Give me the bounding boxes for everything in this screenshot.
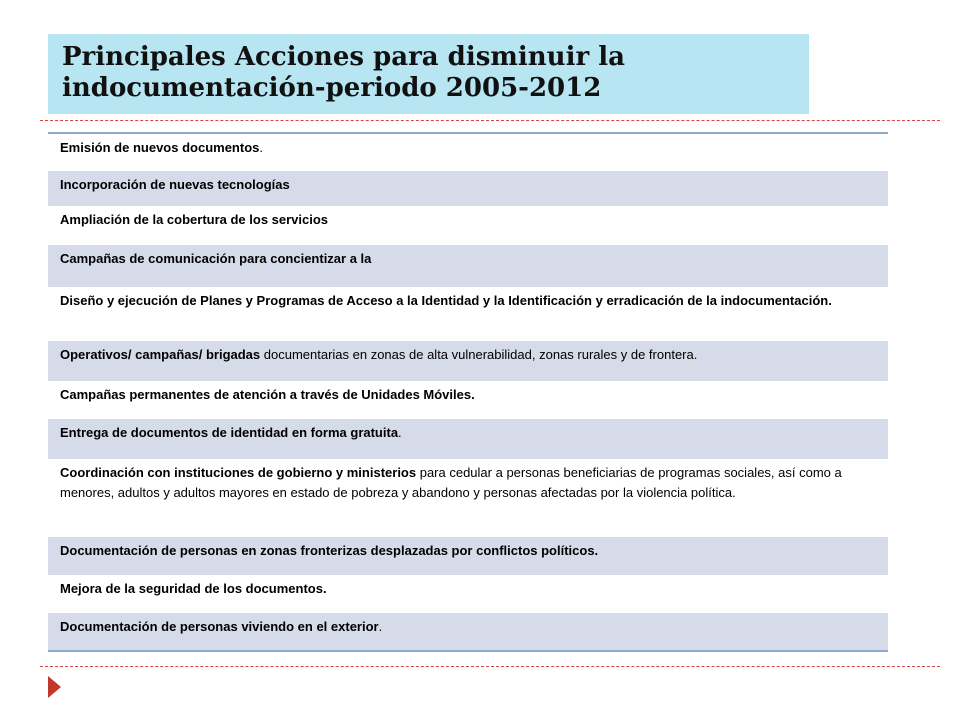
row-bold-text: Documentación de personas en zonas fronterizas desplazadas por conflictos políticos. [60, 543, 599, 558]
row-normal-text: para cedular a personas beneficiarias de programas sociales, así como a menores, adultos y adultos mayores en estado de pobreza y abandono y personas afectadas por la violencia política. [60, 465, 842, 500]
row-bold-text: Incorporación de nuevas tecnologías [60, 177, 290, 192]
table-row [48, 341, 888, 381]
triangle-right-icon [48, 676, 61, 698]
top-divider [40, 120, 940, 121]
row-bold-text: Ampliación de la cobertura de los servicios [60, 212, 329, 227]
row-bold-text: Coordinación con instituciones de gobierno y ministerios [60, 465, 417, 480]
actions-table [48, 132, 888, 652]
row-bold-text: Diseño y ejecución de Planes y Programas de Acceso a la Identidad y la Identificación y erradicación de la indocumentación. [60, 293, 832, 308]
title-line-1: Principales Acciones para disminuir la [62, 42, 625, 72]
table-row [48, 171, 888, 206]
table-row [48, 134, 888, 171]
table-row [48, 206, 888, 245]
table-row [48, 287, 888, 341]
table-row [48, 419, 888, 459]
row-bold-text: Documentación de personas viviendo en el exterior [60, 619, 379, 634]
table-row [48, 575, 888, 613]
row-bold-text: Emisión de nuevos documentos [60, 140, 260, 155]
slide-title [48, 34, 809, 114]
table-row [48, 613, 888, 650]
row-normal-text: . [259, 140, 263, 155]
row-normal-text: . [398, 425, 402, 440]
row-bold-text: Campañas de comunicación para concientizar a la [60, 251, 372, 266]
row-bold-text: Entrega de documentos de identidad en forma gratuita [60, 425, 399, 440]
row-bold-text: Campañas permanentes de atención a través de Unidades Móviles. [60, 387, 475, 402]
row-normal-text: . [378, 619, 383, 634]
table-row [48, 537, 888, 575]
row-bold-text: Operativos/ campañas/ brigadas [60, 347, 261, 362]
title-line-2: indocumentación-periodo 2005-2012 [62, 73, 602, 103]
table-row [48, 245, 888, 287]
bottom-divider [40, 666, 940, 667]
table-row [48, 381, 888, 419]
table-row [48, 459, 888, 537]
row-bold-text: Mejora de la seguridad de los documentos. [60, 581, 327, 596]
row-normal-text: documentarias en zonas de alta vulnerabilidad, zonas rurales y de frontera. [260, 347, 698, 362]
